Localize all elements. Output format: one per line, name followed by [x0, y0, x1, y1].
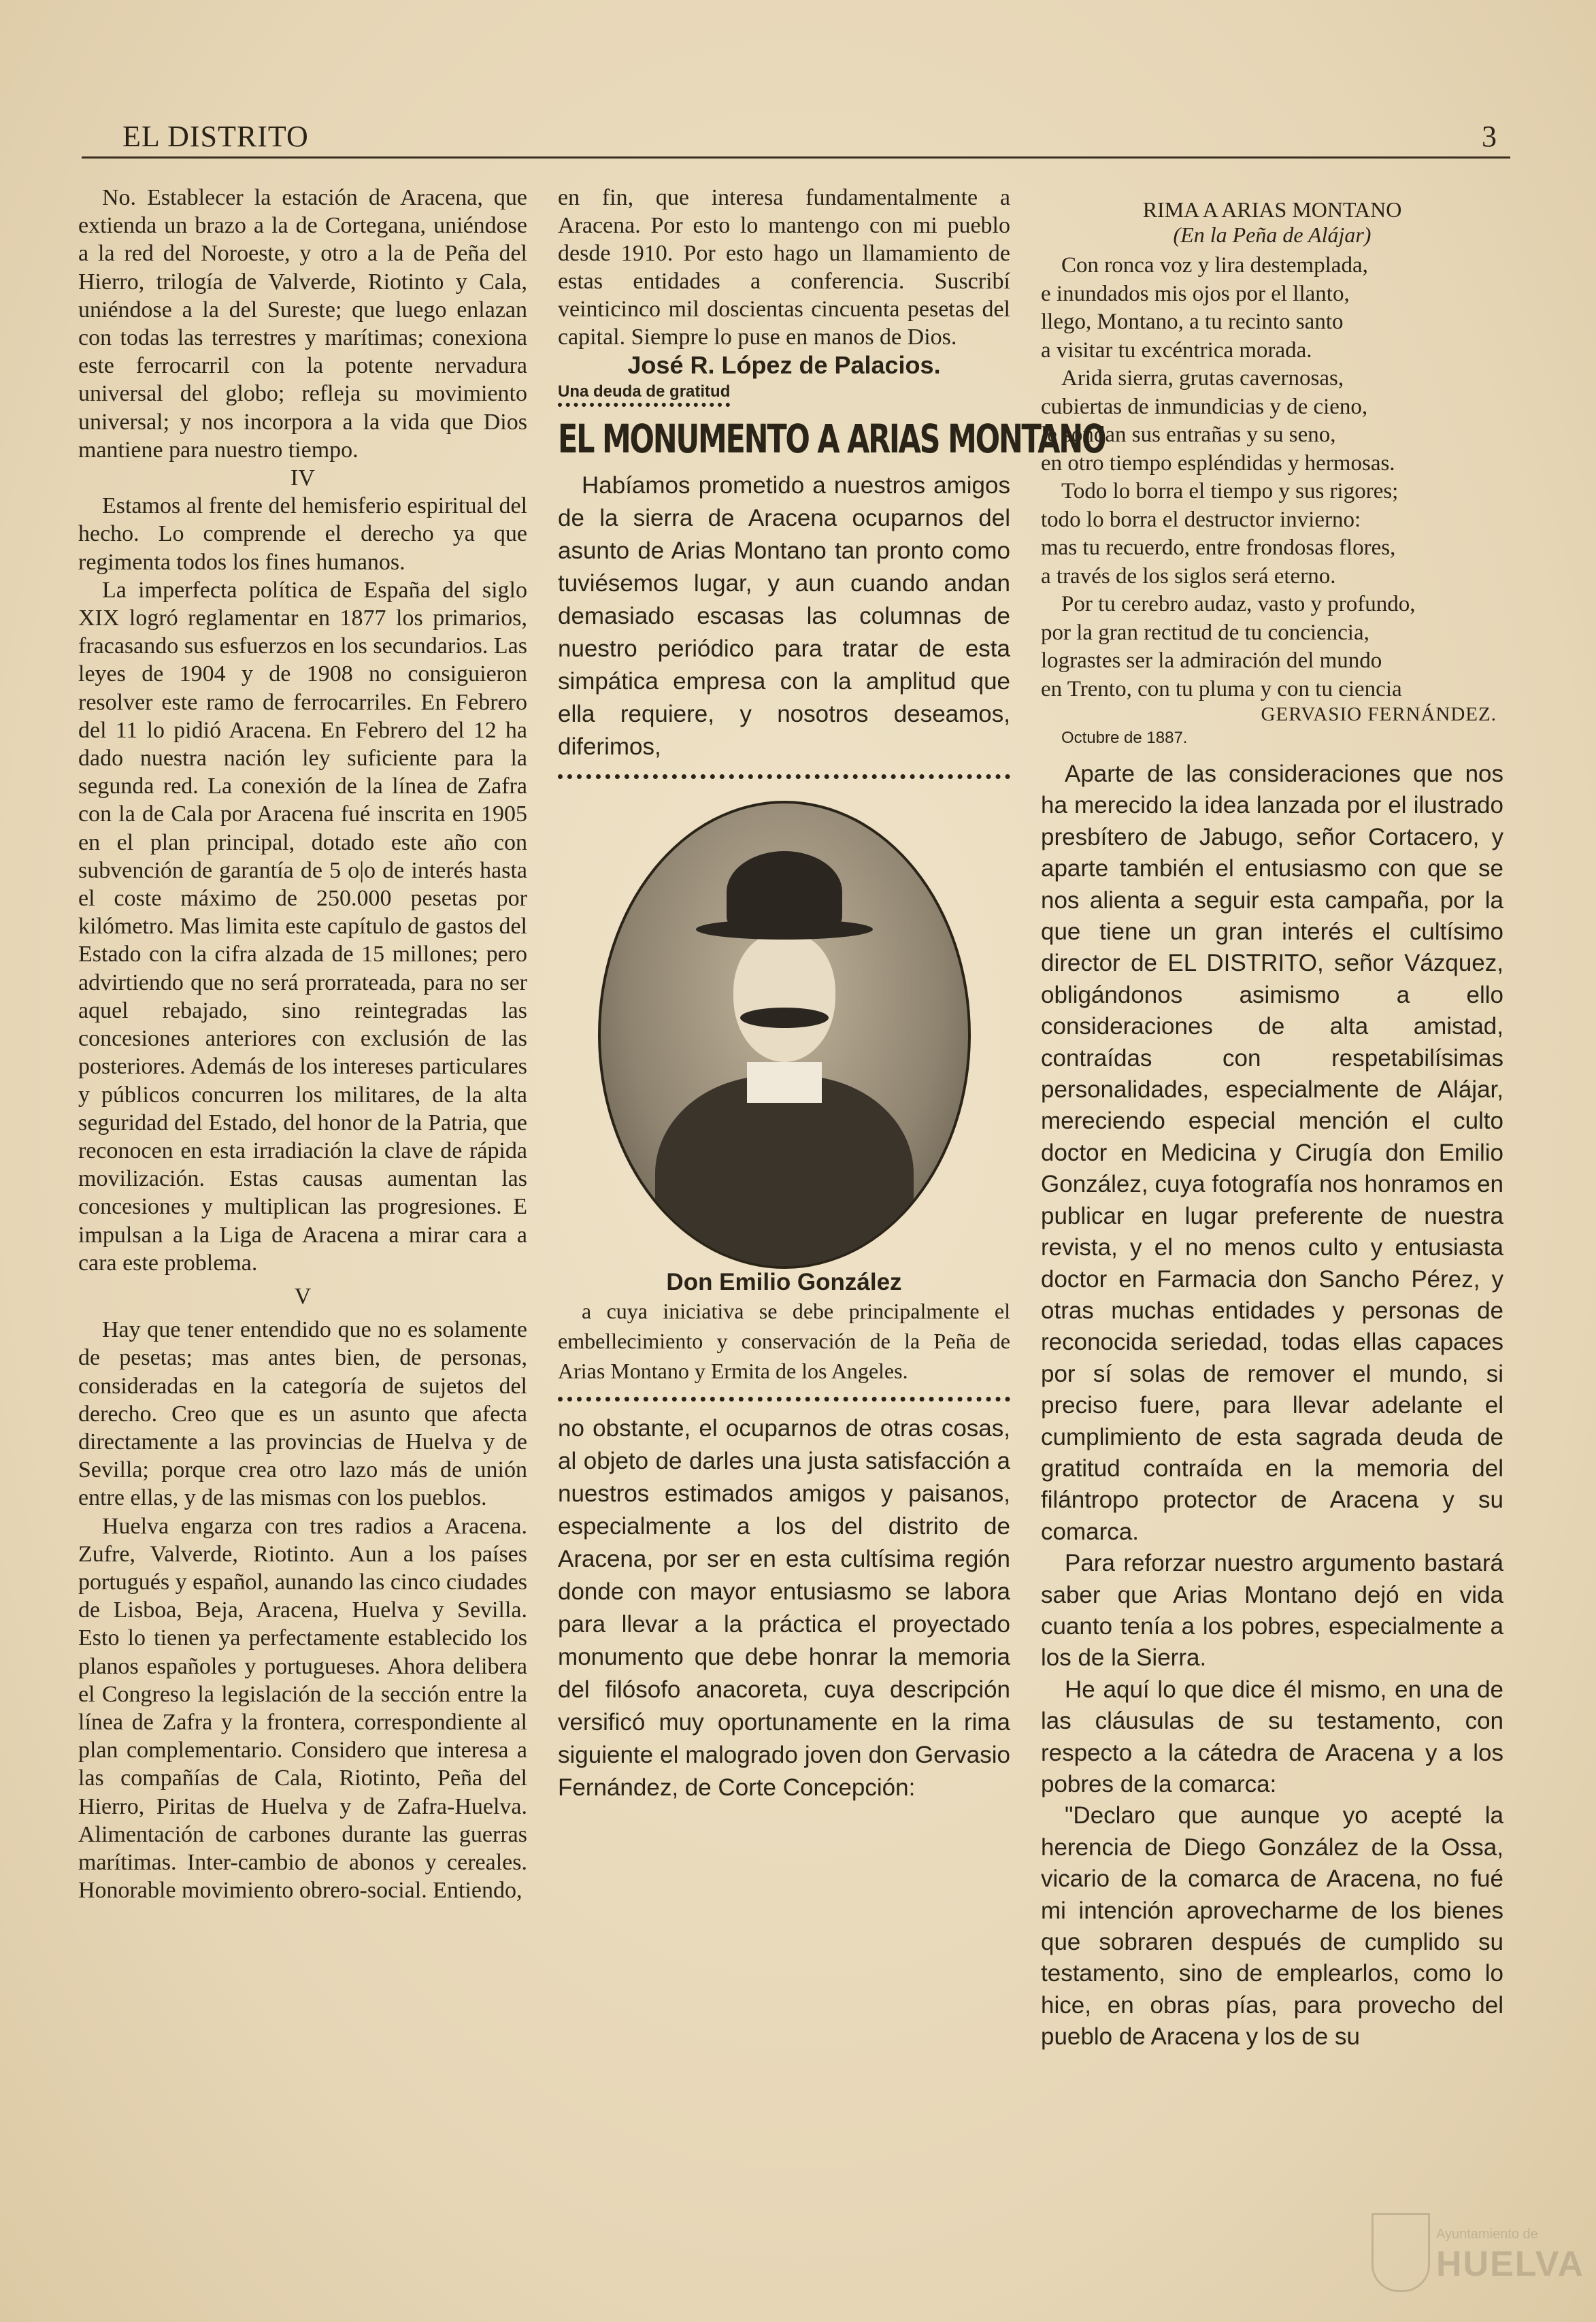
- page-header: [82, 119, 1497, 160]
- dotted-divider: [558, 774, 1010, 779]
- photo-note: a cuya iniciativa se debe principalmente el embellecimiento y conservación de la Peña de Arias Montano y Ermita de los Angeles.: [558, 1299, 1010, 1383]
- poem-line: mas tu recuerdo, entre frondosas flores,: [1041, 535, 1396, 560]
- column-1: [78, 184, 527, 1904]
- paragraph: "Declaro que aunque yo acepté la herencia de Diego González de la Ossa, vicario de la comarca de Aracena, no fué mi intención aprovecharme de los bienes que sobraren después de cumplido su testamento, sino de emplearlos, como lo hice, en obras pías, para provecho del pueblo de Aracena y los de su: [1041, 1802, 1503, 2051]
- poem-line: a visitar tu excéntrica morada.: [1041, 337, 1312, 363]
- poem-date: Octubre de 1887.: [1061, 729, 1188, 747]
- poem-line: le sondan sus entrañas y su seno,: [1041, 422, 1336, 447]
- poem-line: Por tu cerebro audaz, vasto y profundo,: [1061, 592, 1416, 616]
- paragraph: He aquí lo que dice él mismo, en una de las cláusulas de su testamento, con respecto a la cátedra de Aracena y a los pobres de la comarca:: [1041, 1676, 1503, 1797]
- paragraph: en fin, que interesa fundamentalmente a Aracena. Por esto lo mantengo con mi pueblo desde 1910. Por esto hago un llamamiento de estas entidades a conferencia. Suscribí veinticinco mil doscientas cincuenta pesetas del capital. Siempre lo puse en manos de Dios.: [558, 185, 1010, 350]
- section-numeral: IV: [290, 465, 315, 491]
- poem-line: llego, Montano, a tu recinto santo: [1041, 310, 1344, 334]
- poem-line: Con ronca voz y lira destemplada,: [1061, 253, 1368, 278]
- dotted-divider: [558, 1397, 1010, 1402]
- poem-line: Arida sierra, grutas cavernosas,: [1061, 366, 1344, 391]
- watermark-line-2: HUELVA: [1436, 2244, 1585, 2284]
- paragraph: Hay que tener entendido que no es solamente de pesetas; mas antes bien, de personas, consideradas en la categoría de sujetos del derecho. Creo que es un asunto que afecta directamente a las provincias de Huelva y de Sevilla; porque crea otro lazo más de unión entre ellas, y de las mismas con los pueblos.: [78, 1317, 527, 1511]
- section-numeral: V: [294, 1283, 312, 1309]
- paragraph: no obstante, el ocuparnos de otras cosas, al objeto de darles una justa satisfacción a nuestros estimados amigos y paisanos, especialmente a los del distrito de Aracena, por ser en esta cultísima región donde con mayor entusiasmo se labora para llevar a la práctica el proyectado monumento que debe honrar la memoria del filósofo anacoreta, cuya descripción versificó muy oportunamente en la rima siguiente el malogrado joven don Gervasio Fernández, de Corte Concepción:: [558, 1415, 1010, 1801]
- poem-title: RIMA A ARIAS MONTANO: [1142, 197, 1402, 222]
- portrait-photo: [598, 801, 971, 1269]
- photo-caption: Don Emilio González: [666, 1269, 902, 1295]
- paragraph: Estamos al frente del hemisferio espiritual del hecho. Lo comprende el derecho ya que regimenta todos los fines humanos.: [78, 493, 528, 575]
- article-body: [1041, 759, 1503, 2053]
- poem-line: a través de los siglos será eterno.: [1041, 563, 1336, 588]
- coat-of-arms-icon: [1371, 2213, 1430, 2292]
- poem: [1041, 252, 1503, 703]
- article-headline: EL MONUMENTO A ARIAS MONTANO: [558, 416, 1105, 462]
- poem-line: Todo lo borra el tiempo y sus rigores;: [1061, 479, 1399, 503]
- poem-line: lograstes ser la admiración del mundo: [1041, 648, 1382, 673]
- poem-line: en Trento, con tu pluma y con tu ciencia: [1041, 676, 1402, 701]
- poem-author: GERVASIO FERNÁNDEZ.: [1261, 703, 1497, 725]
- paragraph: Huelva engarza con tres radios a Aracena. Zufre, Valverde, Riotinto. Aun a los países portugués y español, aunando las cinco ciudades de Lisboa, Beja, Aracena, Huelva y Sevilla. Esto lo tienen ya perfectamente establecido los planos españoles y portugueses. Ahora delibera el Congreso la legislación de la sección entre la línea de Zafra y la frontera, correspondiente al plan complementario. Considero que interesa a las compañías de Cala, Riotinto, Peña del Hierro, Piritas de Huelva y de Zafra-Huelva. Alimentación de carbones durante las guerras marítimas. Inter-cambio de abonos y cereales. Honorable movimiento obrero-social. Entiendo,: [78, 1513, 527, 1904]
- watermark-line-1: Ayuntamiento de: [1436, 2227, 1538, 2242]
- article-intro: Habíamos prometido a nuestros amigos de la sierra de Aracena ocuparnos del asunto de Arias Montano tan pronto como tuviésemos lugar, y aun cuando andan demasiado escasas las columnas de nuestro periódico para tratar de esta simpática empresa con la amplitud que ella requiere, y nosotros deseamos, diferimos,: [558, 472, 1010, 760]
- poem-line: cubiertas de inmundicias y de cieno,: [1041, 394, 1368, 419]
- author-signature: José R. López de Palacios.: [627, 351, 941, 379]
- header-rule: [82, 156, 1510, 159]
- poem-line: todo lo borra el destructor invierno:: [1041, 507, 1361, 532]
- paragraph: Aparte de las consideraciones que nos ha merecido la idea lanzada por el ilustrado presbítero de Jabugo, señor Cortacero, y aparte también el entusiasmo con que se nos alienta a seguir esta campaña, por la que tiene un gran interés el cultísimo director de EL DISTRITO, señor Vázquez, obligándonos asimismo a ello consideraciones de alta amistad, contraídas con respetabilísimas personalidades, especialmente de Alájar, mereciendo especial mención el culto doctor en Medicina y Cirugía don Emilio González, cuya fotografía nos honramos en publicar en lugar preferente de nuestra revista, y el no menos culto y entusiasta doctor en Farmacia don Sancho Pérez, y otras muchas entidades y personas de reconocida seriedad, todas ellas capaces por sí solas de remover el mundo, si preciso fuere, para llevar adelante el cumplimiento de esta sagrada deuda de gratitud contraída en la memoria del filántropo protector de Aracena y su comarca.: [1041, 761, 1503, 1545]
- column-2: [558, 184, 1105, 1804]
- poem-line: en otro tiempo espléndidas y hermosas.: [1041, 450, 1395, 476]
- paragraph: Para reforzar nuestro argumento bastará saber que Arias Montano dejó en vida cuanto tenía a los pobres, especialmente a los de la Sierra.: [1041, 1550, 1503, 1672]
- masthead-title: EL DISTRITO: [122, 120, 309, 153]
- poem-subtitle: (En la Peña de Alájar): [1173, 222, 1371, 247]
- article-kicker: Una deuda de gratitud: [558, 382, 730, 407]
- page-number: 3: [1482, 120, 1497, 153]
- poem-line: e inundados mis ojos por el llanto,: [1041, 281, 1350, 306]
- paragraph: No. Establecer la estación de Aracena, que extienda un brazo a la de Cortegana, uniéndose a la red del Noroeste, y otro a la de Peña del Hierro, trilogía de Valverde, Riotinto y Cala, uniéndose a la del Sureste; que luego enlazan con todas las terrestres y marítimas; conexiona este ferrocarril con la potente nervadura universal del globo; refleja su movimiento universal; y nos incorpora a la vida que Dios mantiene para nuestro tiempo.: [78, 185, 527, 463]
- column-3: [1041, 184, 1503, 2053]
- archive-watermark: [1371, 2213, 1585, 2295]
- poem-line: por la gran rectitud de tu conciencia,: [1041, 620, 1369, 645]
- paragraph: La imperfecta política de España del siglo XIX logró reglamentar en 1877 los primarios, fracasando sus esfuerzos en los secundarios. Las leyes de 1904 y de 1908 no consiguieron resolver este ramo de ferrocarriles. En Febrero del 11 lo pidió Aracena. En Febrero del 12 ha dado nuestra nación ley suficiente para la segunda red. La conexión de la línea de Zafra con la de Cala por Aracena fué inscrita en 1905 en el plan principal, dotado este año con subvención de garantía de 5 o|o de interés hasta el coste máximo de 250.000 pesetas por kilómetro. Mas limita este capítulo de gastos del Estado con la cifra alzada de 15 millones; pero advirtiendo que no será prorrateada, para no ser aquel rebajado, sino reintegradas las concesiones anteriores con exclusión de las posteriores. Además de los intereses particulares y públicos concurren los militares, de la alta seguridad del Estado, del honor de la Patria, que reconocen en esta irradiación la clave de rápida movilización. Estas causas aumentan las concesiones y multiplican las progresiones. E impulsan a la Liga de Aracena a mirar cara a cara este problema.: [78, 577, 527, 1276]
